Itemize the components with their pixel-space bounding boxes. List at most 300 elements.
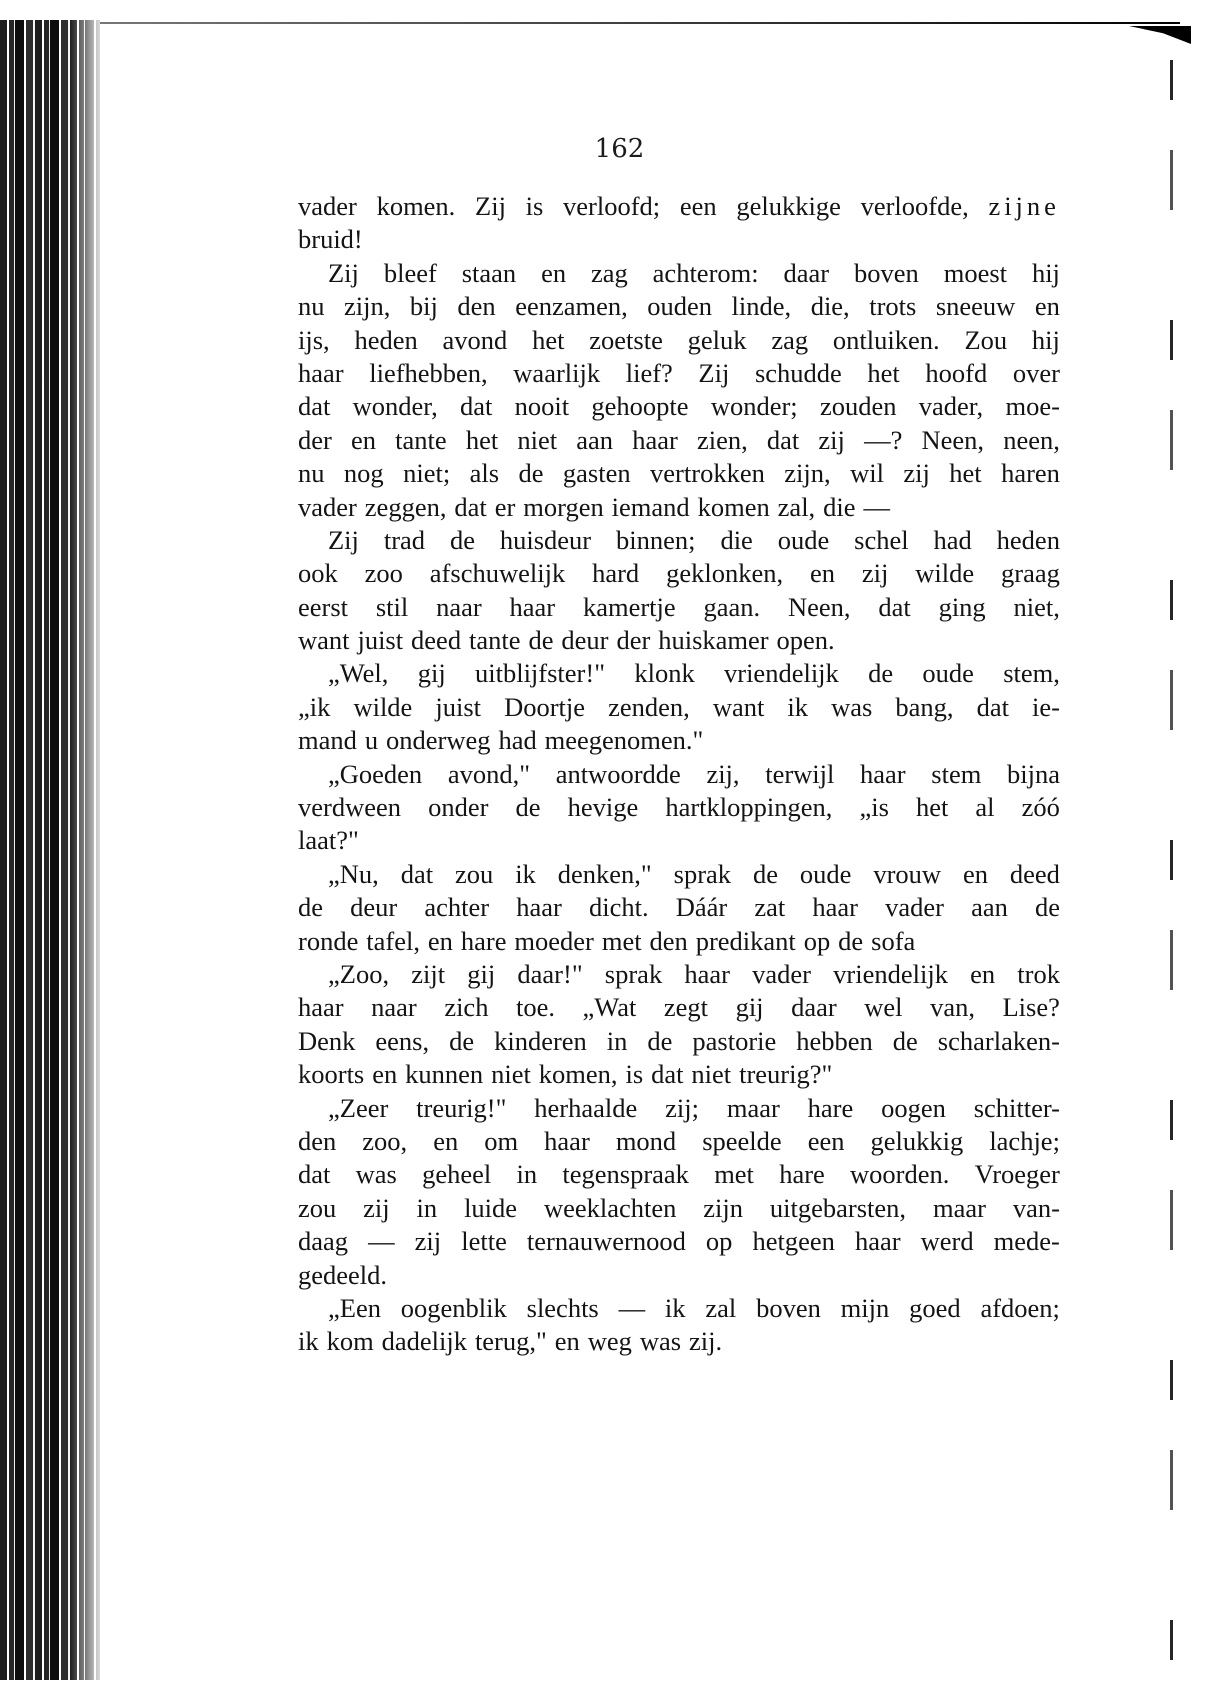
- word: en: [372, 1059, 398, 1090]
- word: dat: [400, 858, 434, 889]
- word: —: [368, 1226, 395, 1257]
- word: komen: [697, 491, 770, 522]
- word: gij: [417, 658, 446, 689]
- word: met: [714, 1159, 754, 1190]
- word: vriendelijk: [724, 658, 839, 689]
- word: ontluiken.: [832, 324, 940, 355]
- text-line: [298, 758, 1060, 791]
- word: uitgebarsten,: [769, 1192, 907, 1223]
- word: Doortje: [504, 691, 586, 722]
- word: vrouw: [873, 858, 942, 889]
- word: stem,: [1003, 658, 1060, 689]
- word: haar: [298, 357, 344, 388]
- word: zou: [455, 858, 494, 889]
- word: avond: [442, 324, 508, 355]
- word: „Nu,: [328, 858, 379, 889]
- word: dat: [454, 491, 487, 522]
- word: nu: [298, 291, 325, 322]
- word: het: [867, 357, 900, 388]
- word: als: [469, 458, 500, 489]
- word: heden: [354, 324, 418, 355]
- word: schudde: [754, 357, 842, 388]
- word: Zij: [698, 357, 730, 388]
- word: deed: [411, 625, 462, 656]
- word: ging: [938, 591, 986, 622]
- word: achterom:: [652, 257, 759, 288]
- word: zenden,: [608, 691, 690, 722]
- word: zij;: [665, 1092, 699, 1123]
- word: huisdeur: [499, 524, 592, 555]
- word: wil: [850, 458, 884, 489]
- word: linde,: [731, 291, 792, 322]
- word: tafel,: [366, 925, 420, 956]
- word: dat: [459, 391, 493, 422]
- word: niet: [691, 1059, 732, 1090]
- word: lief?: [625, 357, 673, 388]
- text-line: [298, 591, 1060, 624]
- text-line: [298, 190, 1060, 223]
- word: avond,": [447, 758, 531, 789]
- word: „is: [859, 792, 889, 823]
- text-line: [298, 357, 1060, 390]
- word: tante: [469, 625, 521, 656]
- word: ie-: [1032, 691, 1060, 722]
- word: niet,: [1013, 591, 1060, 622]
- word: klonk: [634, 658, 695, 689]
- word: niet: [517, 424, 558, 455]
- word: vriendelijk: [833, 958, 948, 989]
- text-line: [298, 424, 1060, 457]
- word: en: [427, 925, 453, 956]
- word: iemand: [611, 491, 690, 522]
- word: het: [465, 424, 499, 455]
- word: die: [720, 524, 753, 555]
- word: gasten: [562, 458, 631, 489]
- word: den: [298, 1125, 337, 1156]
- word: in: [606, 1025, 628, 1056]
- word: gedeeld.: [298, 1259, 388, 1290]
- binding-fade: [70, 20, 110, 1680]
- word: Dáár: [675, 892, 728, 923]
- word: en: [351, 424, 377, 455]
- word: daar: [791, 992, 837, 1023]
- word: „Goeden: [328, 758, 423, 789]
- word: komen,: [538, 1059, 618, 1090]
- word: bang,: [895, 691, 954, 722]
- word: de: [1034, 892, 1060, 923]
- word: haar: [812, 892, 858, 923]
- word: want: [298, 625, 350, 656]
- word: trok: [1017, 958, 1060, 989]
- word: moeder: [514, 925, 594, 956]
- text-line: [298, 624, 1060, 657]
- word: oude: [777, 524, 830, 555]
- word: boven: [854, 257, 919, 288]
- word: liefhebben,: [369, 357, 488, 388]
- word: had: [933, 524, 972, 555]
- word: terug,": [474, 1326, 547, 1357]
- word: het: [949, 458, 982, 489]
- word: gij: [467, 958, 496, 989]
- word: Zij: [328, 257, 359, 288]
- word: haar: [544, 1125, 590, 1156]
- text-line: [298, 491, 1060, 524]
- word: ook: [298, 558, 338, 589]
- word: met: [601, 925, 642, 956]
- word: vader,: [918, 391, 984, 422]
- word: koorts: [298, 1059, 365, 1090]
- word: onderweg: [386, 725, 491, 756]
- word: kunnen: [405, 1059, 484, 1090]
- word: Neen,: [787, 591, 851, 622]
- word: goed: [909, 1292, 961, 1323]
- word: wonder,: [352, 391, 438, 422]
- word: bij: [409, 291, 438, 322]
- word: nooit: [514, 391, 570, 422]
- word: dicht.: [588, 892, 649, 923]
- word: der: [298, 424, 332, 455]
- word: zijt: [411, 958, 446, 989]
- text-line: [298, 1325, 1060, 1358]
- word: Zij: [475, 191, 506, 221]
- word: weg: [587, 1326, 632, 1357]
- word: hebben: [796, 1025, 873, 1056]
- text-line: [298, 223, 1060, 256]
- word: Neen,: [921, 424, 985, 455]
- text-line: [298, 991, 1060, 1024]
- word: vader: [298, 491, 357, 522]
- word: zijn,: [344, 291, 391, 322]
- word: afdoen;: [980, 1292, 1060, 1323]
- word: zij: [414, 1226, 442, 1257]
- word: juist: [357, 625, 404, 656]
- word: daar: [783, 257, 830, 288]
- text-line: [298, 657, 1060, 690]
- word: vader: [885, 892, 944, 923]
- word: zegt: [663, 992, 709, 1023]
- word: uitblijfster!": [474, 658, 606, 689]
- word: dadelijk: [381, 1326, 467, 1357]
- word: ik: [787, 691, 809, 722]
- word: was: [639, 1326, 682, 1357]
- word: naar: [436, 591, 482, 622]
- word: toe.: [516, 992, 555, 1023]
- word: daag: [298, 1226, 349, 1257]
- word: terwijl: [765, 758, 835, 789]
- word: mand: [298, 725, 357, 756]
- word: zat: [754, 892, 786, 923]
- text-line: [298, 1125, 1060, 1158]
- text-line: [298, 1259, 1060, 1292]
- word: dat: [976, 691, 1009, 722]
- word: lachje;: [989, 1125, 1060, 1156]
- word: eenzamen,: [515, 291, 628, 322]
- word: de: [892, 1025, 918, 1056]
- word: „ik: [298, 691, 331, 722]
- word: stem: [931, 758, 982, 789]
- word: tante: [395, 424, 447, 455]
- word: zijne: [988, 191, 1060, 221]
- text-line: [298, 891, 1060, 924]
- word: een: [679, 191, 717, 221]
- word: al: [975, 792, 995, 823]
- word: is: [625, 1059, 644, 1090]
- word: hevige: [567, 792, 639, 823]
- word: de: [752, 858, 778, 889]
- word: daar!": [517, 958, 583, 989]
- word: —: [618, 1292, 646, 1323]
- word: herhaalde: [534, 1092, 638, 1123]
- word: een: [807, 1125, 845, 1156]
- text-line: [298, 1225, 1060, 1258]
- text-line: [298, 1025, 1060, 1058]
- word: woorden.: [850, 1159, 950, 1190]
- word: werd: [920, 1226, 974, 1257]
- word: de: [528, 625, 554, 656]
- word: ouden: [647, 291, 713, 322]
- word: haar: [509, 591, 556, 622]
- word: en: [970, 958, 996, 989]
- word: trots: [869, 291, 917, 322]
- word: gelukkig: [870, 1125, 964, 1156]
- word: ik: [664, 1292, 686, 1323]
- word: die: [823, 491, 856, 522]
- word: —?: [864, 424, 903, 455]
- word: huiskamer: [658, 625, 769, 656]
- word: nu: [298, 458, 325, 489]
- word: moest: [943, 257, 1008, 288]
- word: neen,: [1003, 424, 1060, 455]
- word: open.: [776, 625, 835, 656]
- right-page-edge: [1170, 60, 1173, 1690]
- text-line: [298, 1092, 1060, 1125]
- word: op: [705, 1226, 733, 1257]
- word: zou: [298, 1192, 337, 1223]
- word: en: [809, 558, 835, 589]
- word: wonder;: [710, 391, 798, 422]
- word: zijn,: [784, 458, 831, 489]
- word: de: [449, 1025, 475, 1056]
- word: verloofde,: [860, 191, 969, 221]
- word: „Zeer: [328, 1092, 389, 1123]
- word: Vroeger: [974, 1159, 1060, 1190]
- word: haren: [1001, 458, 1060, 489]
- word: kom: [326, 1326, 374, 1357]
- word: van-: [1012, 1192, 1060, 1223]
- text-line: [298, 457, 1060, 490]
- word: —: [863, 491, 890, 522]
- text-line: [298, 858, 1060, 891]
- top-page-edge: [100, 22, 1180, 24]
- text-line: [298, 390, 1060, 423]
- word: sprak: [604, 958, 663, 989]
- word: waarlijk: [513, 357, 601, 388]
- word: niet: [491, 1059, 531, 1090]
- word: ijs,: [298, 324, 330, 355]
- word: achter: [424, 892, 490, 923]
- body-text: [298, 190, 1060, 1359]
- word: „Wat: [582, 992, 637, 1023]
- word: zijn: [703, 1192, 744, 1223]
- word: er: [494, 491, 516, 522]
- word: zoo,: [362, 1125, 408, 1156]
- word: en: [554, 1326, 580, 1357]
- word: heden: [996, 524, 1060, 555]
- word: hare: [460, 925, 507, 956]
- word: de: [449, 524, 475, 555]
- word: deur: [350, 892, 398, 923]
- word: in: [516, 1159, 538, 1190]
- word: zien,: [696, 424, 748, 455]
- word: ik: [298, 1326, 319, 1357]
- word: Zij: [328, 524, 359, 555]
- word: gij: [735, 992, 764, 1023]
- word: zij.: [688, 1326, 723, 1357]
- word: treurig!": [416, 1092, 507, 1123]
- word: wilde: [353, 691, 413, 722]
- word: Lise?: [1002, 992, 1060, 1023]
- text-line: [298, 324, 1060, 357]
- word: oude: [799, 858, 852, 889]
- word: geklonken,: [666, 558, 784, 589]
- word: staan: [461, 257, 517, 288]
- word: denken,": [557, 858, 652, 889]
- word: den: [649, 925, 688, 956]
- text-line: [298, 257, 1060, 290]
- word: vertrokken: [650, 458, 765, 489]
- text-line: [298, 925, 1060, 958]
- word: kinderen: [494, 1025, 587, 1056]
- word: scharlaken-: [937, 1025, 1060, 1056]
- word: zoetste: [589, 324, 663, 355]
- word: ronde: [298, 925, 359, 956]
- word: den: [457, 291, 496, 322]
- word: zoo: [364, 558, 403, 589]
- word: zij,: [706, 758, 740, 789]
- word: is: [525, 191, 544, 221]
- word: bruid!: [298, 224, 363, 255]
- word: oude: [922, 658, 974, 689]
- word: eerst: [298, 591, 349, 622]
- word: der: [616, 625, 651, 656]
- word: zag: [590, 257, 628, 288]
- page-number: 162: [594, 134, 645, 164]
- word: binnen;: [616, 524, 696, 555]
- text-line: [298, 724, 1060, 757]
- text-line: [298, 824, 1060, 857]
- word: haar: [684, 958, 730, 989]
- word: zag: [771, 324, 809, 355]
- word: oogenblik: [400, 1292, 507, 1323]
- word: zouden: [819, 391, 897, 422]
- word: Denk: [298, 1025, 356, 1056]
- word: komen.: [376, 191, 456, 221]
- word: haar: [854, 1226, 901, 1257]
- text-line: [298, 1192, 1060, 1225]
- word: gelukkige: [736, 191, 841, 221]
- word: bleef: [383, 257, 437, 288]
- word: en: [962, 858, 988, 889]
- word: was: [355, 1159, 397, 1190]
- word: dat: [878, 591, 911, 622]
- word: het: [915, 792, 949, 823]
- word: luide: [464, 1192, 518, 1223]
- text-line: [298, 290, 1060, 323]
- word: had: [498, 725, 537, 756]
- word: bijna: [1006, 758, 1060, 789]
- word: zeggen,: [364, 491, 447, 522]
- word: dat: [651, 1059, 684, 1090]
- word: naar: [371, 992, 417, 1023]
- word: antwoordde: [555, 758, 681, 789]
- word: sneeuw: [935, 291, 1016, 322]
- word: pastorie: [692, 1025, 777, 1056]
- word: onder: [428, 792, 489, 823]
- word: deed: [1009, 858, 1060, 889]
- word: trad: [383, 524, 426, 555]
- word: was: [831, 691, 873, 722]
- word: niet;: [403, 458, 451, 489]
- word: „Een: [328, 1292, 381, 1323]
- text-line: [298, 524, 1060, 557]
- word: deur: [561, 625, 609, 656]
- text-line: [298, 557, 1060, 590]
- text-line: [298, 958, 1060, 991]
- word: het: [532, 324, 565, 355]
- word: zal: [705, 1292, 737, 1323]
- text-line: [298, 1058, 1060, 1091]
- word: boven: [756, 1292, 821, 1323]
- word: de: [647, 1025, 673, 1056]
- word: hetgeen: [752, 1226, 835, 1257]
- word: mede-: [993, 1226, 1060, 1257]
- word: sofa: [871, 925, 916, 956]
- word: zich: [444, 992, 489, 1023]
- word: slechts: [526, 1292, 599, 1323]
- word: gaan.: [703, 591, 761, 622]
- word: mond: [615, 1125, 677, 1156]
- word: schel: [854, 524, 909, 555]
- word: afschuwelijk: [429, 558, 566, 589]
- word: wilde: [915, 558, 975, 589]
- word: hard: [592, 558, 640, 589]
- word: en: [1034, 291, 1060, 322]
- word: dat: [298, 391, 331, 422]
- word: lette: [461, 1226, 507, 1257]
- word: de: [838, 925, 864, 956]
- word: maar: [932, 1192, 986, 1223]
- word: zij: [903, 458, 930, 489]
- word: ternauwernood: [526, 1226, 686, 1257]
- word: geheel: [422, 1159, 492, 1190]
- word: verdween: [298, 792, 401, 823]
- text-line: [298, 1158, 1060, 1191]
- word: want: [712, 691, 765, 722]
- text-line: [298, 691, 1060, 724]
- word: hij: [1031, 324, 1060, 355]
- word: hartkloppingen,: [665, 792, 833, 823]
- word: haar: [298, 992, 344, 1023]
- word: op: [803, 925, 831, 956]
- text-line: [298, 791, 1060, 824]
- word: nog: [343, 458, 384, 489]
- word: haar: [516, 892, 562, 923]
- word: de: [298, 892, 324, 923]
- word: van,: [930, 992, 975, 1023]
- word: gehoopte: [591, 391, 689, 422]
- word: verloofd;: [563, 191, 661, 221]
- word: graag: [1001, 558, 1060, 589]
